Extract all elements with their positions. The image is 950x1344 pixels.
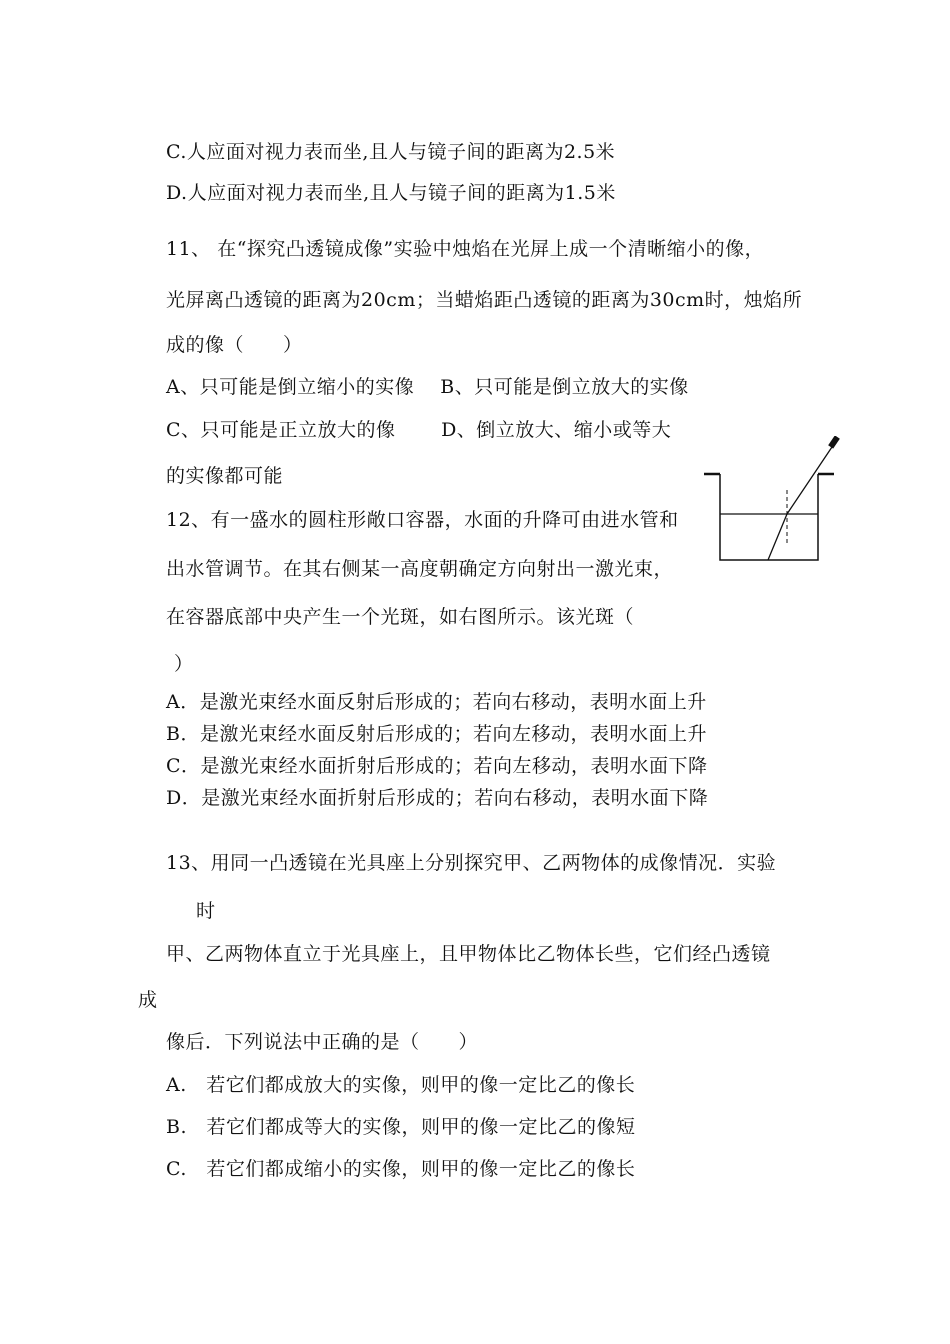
q11-stem-line-3: 成的像（ ） <box>166 334 303 356</box>
q10-option-d: D.人应面对视力表而坐,且人与镜子间的距离为1.5米 <box>166 182 616 204</box>
container-body <box>720 474 818 560</box>
q12-option-c: C．是激光束经水面折射后形成的；若向左移动，表明水面下降 <box>166 755 708 777</box>
q11-stem-line-1: 11、 在“探究凸透镜成像”实验中烛焰在光屏上成一个清晰缩小的像， <box>166 238 765 260</box>
q12-stem-line-1: 12、有一盛水的圆柱形敞口容器，水面的升降可由进水管和 <box>166 509 679 531</box>
q11-options-cd: C、只可能是正立放大的像 D、倒立放大、缩小或等大 <box>166 419 672 441</box>
q12-stem-line-4: ） <box>174 653 194 675</box>
q11-options-ab: A、只可能是倒立缩小的实像 B、只可能是倒立放大的实像 <box>166 376 689 398</box>
q13-stem-line-3: 甲、乙两物体直立于光具座上，且甲物体比乙物体长些，它们经凸透镜 <box>166 943 771 965</box>
q12-option-d: D．是激光束经水面折射后形成的；若向右移动，表明水面下降 <box>166 787 709 809</box>
laser-beam-water <box>768 514 787 560</box>
q13-option-a: A. 若它们都成放大的实像，则甲的像一定比乙的像长 <box>166 1074 636 1096</box>
q13-stem-line-5: 像后．下列说法中正确的是（ ） <box>166 1031 479 1053</box>
q12-option-a: A．是激光束经水面反射后形成的；若向右移动，表明水面上升 <box>166 691 707 713</box>
q13-stem-line-1: 13、用同一凸透镜在光具座上分别探究甲、乙两物体的成像情况．实验 <box>166 852 777 874</box>
q12-stem-line-3: 在容器底部中央产生一个光斑，如右图所示。该光斑（ <box>166 606 635 628</box>
q13-option-b: B. 若它们都成等大的实像，则甲的像一定比乙的像短 <box>166 1116 636 1138</box>
q12-stem-line-2: 出水管调节。在其右侧某一高度朝确定方向射出一激光束， <box>166 558 674 580</box>
q13-stem-line-4: 成 <box>138 989 158 1011</box>
q11-option-d-continued: 的实像都可能 <box>166 465 284 487</box>
laser-beam-air <box>787 444 834 514</box>
q10-option-c: C.人应面对视力表而坐,且人与镜子间的距离为2.5米 <box>166 141 616 163</box>
q13-option-c: C. 若它们都成缩小的实像，则甲的像一定比乙的像长 <box>166 1158 636 1180</box>
q12-option-b: B．是激光束经水面反射后形成的；若向左移动，表明水面上升 <box>166 723 707 745</box>
laser-container-diagram <box>700 436 850 576</box>
q13-stem-line-2: 时 <box>196 900 216 922</box>
laser-emitter <box>828 436 840 449</box>
q11-stem-line-2: 光屏离凸透镜的距离为20cm；当蜡焰距凸透镜的距离为30cm时，烛焰所 <box>166 289 803 311</box>
